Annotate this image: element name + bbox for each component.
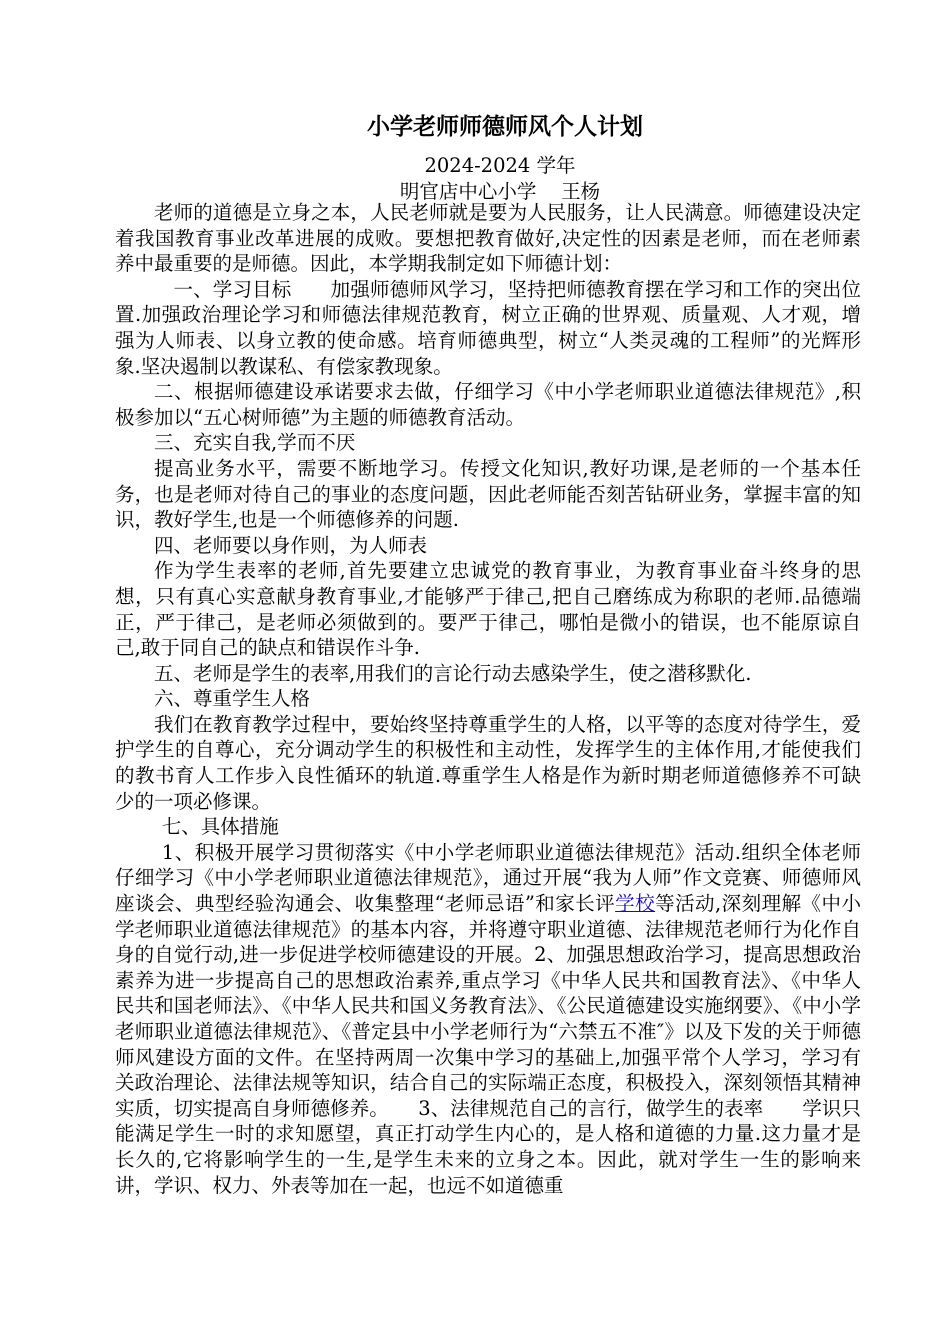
document-title: 小学老师师德师风个人计划 <box>367 113 643 140</box>
section-7-heading: 七、具体措施 <box>161 815 279 839</box>
section-5-paragraph: 五、老师是学生的表率,用我们的言论行动去感染学生，使之潜移默化. <box>154 661 752 685</box>
section-4-heading: 四、老师要以身作则，为人师表 <box>154 533 428 557</box>
section-4-paragraph: 作为学生表率的老师,首先要建立忠诚党的教育事业，为教育事业奋斗终身的思想，只有真心实意献身教育事业,才能够严于律己,把自己磨练成为称职的老师.品德端正，严于律己，是老师必须做到的。要严于律己，哪怕是微小的错误，也不能原谅自己,敢于同自己的缺点和错误作斗争. <box>115 559 861 660</box>
section-2-paragraph: 二、根据师德建设承诺要求去做，仔细学习《中小学老师职业道德法律规范》,积极参加以“五心树师德”为主题的师德教育活动。 <box>115 380 861 429</box>
section-7-paragraph <box>115 840 861 1198</box>
section-6-paragraph: 我们在教育教学过程中，要始终坚持尊重学生的人格，以平等的态度对待学生，爱护学生的自尊心，充分调动学生的积极性和主动性，发挥学生的主体作用,才能使我们的教书育人工作步入良性循环的轨道.尊重学生人格是作为新时期老师道德修养不可缺少的一项必修课。 <box>115 712 861 813</box>
section-3-heading: 三、充实自我,学而不厌 <box>154 431 356 455</box>
section-6-heading: 六、尊重学生人格 <box>154 687 311 711</box>
section-7-text-part-1: 1、积极开展学习贯彻落实《中小学老师职业道德法律规范》活动.组织全体老师仔细学习《中小学老师职业道德法律规范》，通过开展“我为人师”作文竞赛、师德师风座谈会、典型经验沟通会、收集整理“老师忌语”和家长评 <box>115 840 861 916</box>
school-year: 2024-2024 学年 <box>424 154 576 177</box>
section-1-paragraph: 一、学习目标 加强师德师风学习，坚持把师德教育摆在学习和工作的突出位置.加强政治理论学习和师德法律规范教育，树立正确的世界观、质量观、人才观，增强为人师表、以身立教的使命感。培育师德典型，树立“人类灵魂的工程师”的光辉形象.坚决遏制以教谋私、有偿家教现象。 <box>115 277 861 378</box>
intro-paragraph: 老师的道德是立身之本，人民老师就是要为人民服务，让人民满意。师德建设决定着我国教育事业改革进展的成败。要想把教育做好,决定性的因素是老师，而在老师素养中最重要的是师德。因此，本学期我制定如下师德计划： <box>115 201 861 276</box>
section-7-text-part-2: 等活动,深刻理解《中小学老师职业道德法律规范》的基本内容，并将遵守职业道德、法律规范老师行为化作自身的自觉行动,进一步促进学校师德建设的开展。2、加强思想政治学习，提高思想政治素养为进一步提高自己的思想政治素养,重点学习《中华人民共和国教育法》、《中华人民共和国老师法》、《中华人民共和国义务教育法》、《公民道德建设实施纲要》、《中小学老师职业道德法律规范》、《普定县中小学老师行为“六禁五不准″》以及下发的关于师德师风建设方面的文件。在坚持两周一次集中学习的基础上,加强平常个人学习，学习有关政治理论、法律法规等知识，结合自己的实际端正态度，积极投入，深刻领悟其精神实质，切实提高自身师德修养。 3、法律规范自己的言行，做学生的表率 学识只能满足学生一时的求知愿望，真正打动学生内心的，是人格和道德的力量.这力量才是长久的,它将影响学生的一生,是学生未来的立身之本。因此，就对学生一生的影响来讲，学识、权力、外表等加在一起，也远不如道德重 <box>115 892 861 1197</box>
author-line: 明官店中心小学 王杨 <box>399 180 601 203</box>
section-3-paragraph: 提高业务水平，需要不断地学习。传授文化知识,教好功课,是老师的一个基本任务，也是老师对待自己的事业的态度问题，因此老师能否刻苦钻研业务，掌握丰富的知识，教好学生,也是一个师德修养的问题. <box>115 456 861 532</box>
document-body <box>115 200 861 1198</box>
school-link[interactable]: 学校 <box>615 892 656 916</box>
